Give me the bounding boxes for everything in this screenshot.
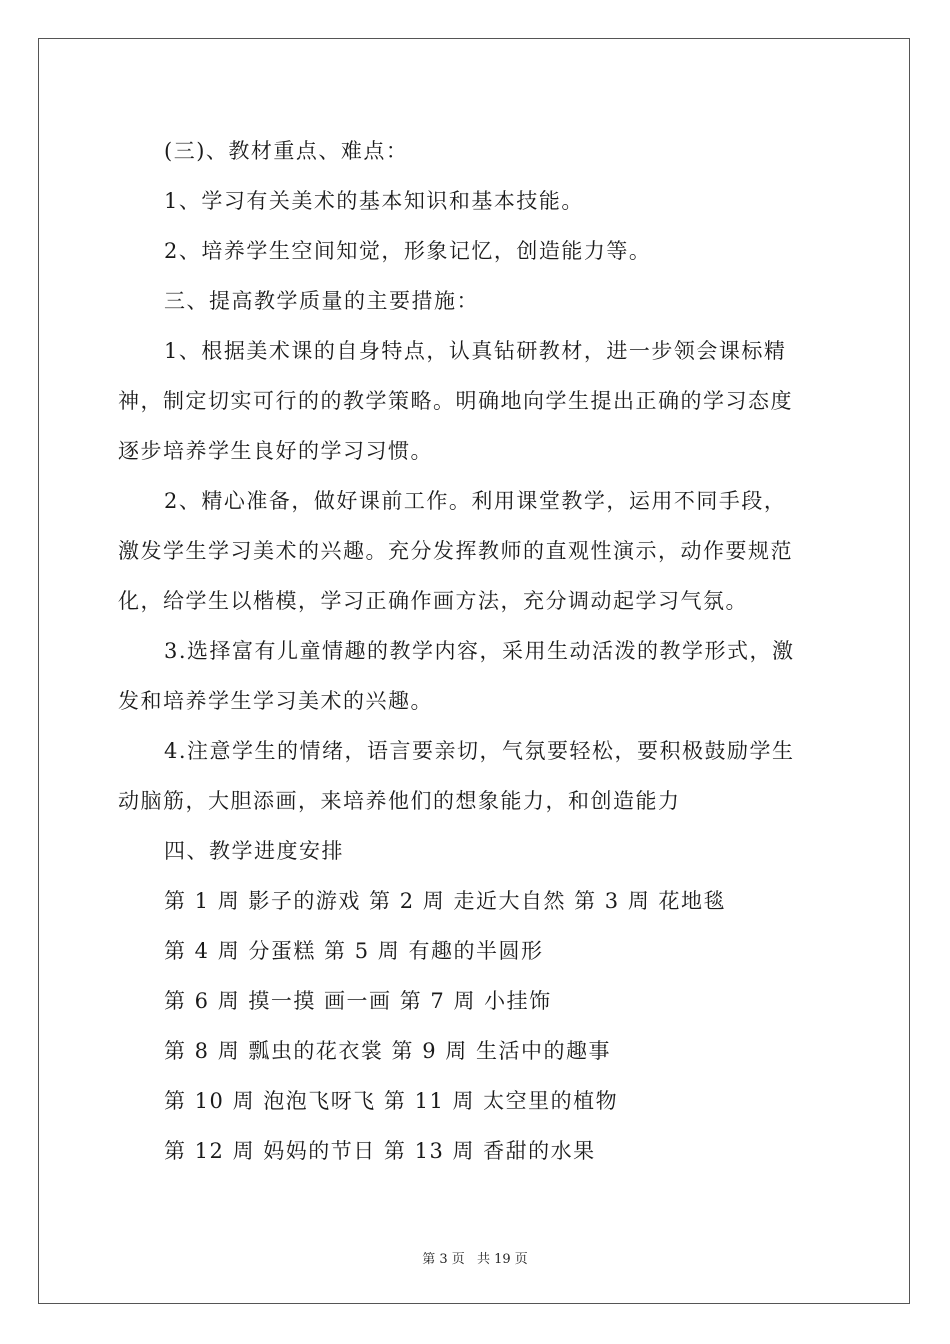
paragraph-line: 神，制定切实可行的的教学策略。明确地向学生提出正确的学习态度 <box>118 389 793 413</box>
schedule-line: 第 12 周 妈妈的节日 第 13 周 香甜的水果 <box>164 1139 596 1163</box>
section-heading: (三)、教材重点、难点： <box>164 139 409 163</box>
paragraph-line: 动脑筋，大胆添画，来培养他们的想象能力，和创造能力 <box>118 789 681 813</box>
page-footer <box>0 1248 950 1267</box>
paragraph-line: 化，给学生以楷模，学习正确作画方法，充分调动起学习气氛。 <box>118 589 748 613</box>
paragraph-line: 发和培养学生学习美术的兴趣。 <box>118 689 433 713</box>
section-heading: 三、提高教学质量的主要措施： <box>164 289 479 313</box>
paragraph-line: 逐步培养学生良好的学习习惯。 <box>118 439 433 463</box>
paragraph-line: 激发学生学习美术的兴趣。充分发挥教师的直观性演示，动作要规范 <box>118 539 793 563</box>
page-number: 第 3 页 <box>422 1252 465 1267</box>
paragraph: 1、学习有关美术的基本知识和基本技能。 <box>164 189 584 213</box>
schedule-line: 第 1 周 影子的游戏 第 2 周 走近大自然 第 3 周 花地毯 <box>164 889 727 913</box>
section-heading: 四、教学进度安排 <box>164 839 344 863</box>
paragraph-line: 2、精心准备，做好课前工作。利用课堂教学，运用不同手段， <box>164 489 787 513</box>
document-body <box>118 126 838 1176</box>
schedule-line: 第 4 周 分蛋糕 第 5 周 有趣的半圆形 <box>164 939 544 963</box>
schedule-line: 第 10 周 泡泡飞呀飞 第 11 周 太空里的植物 <box>164 1089 619 1113</box>
paragraph-line: 1、根据美术课的自身特点，认真钻研教材，进一步领会课标精 <box>164 339 787 363</box>
page-total: 共 19 页 <box>476 1252 528 1267</box>
paragraph: 2、培养学生空间知觉，形象记忆，创造能力等。 <box>164 239 652 263</box>
paragraph-line: 3.选择富有儿童情趣的教学内容，采用生动活泼的教学形式，激 <box>164 639 795 663</box>
schedule-line: 第 6 周 摸一摸 画一画 第 7 周 小挂饰 <box>164 989 552 1013</box>
paragraph-line: 4.注意学生的情绪，语言要亲切，气氛要轻松，要积极鼓励学生 <box>164 739 795 763</box>
schedule-line: 第 8 周 瓢虫的花衣裳 第 9 周 生活中的趣事 <box>164 1039 611 1063</box>
